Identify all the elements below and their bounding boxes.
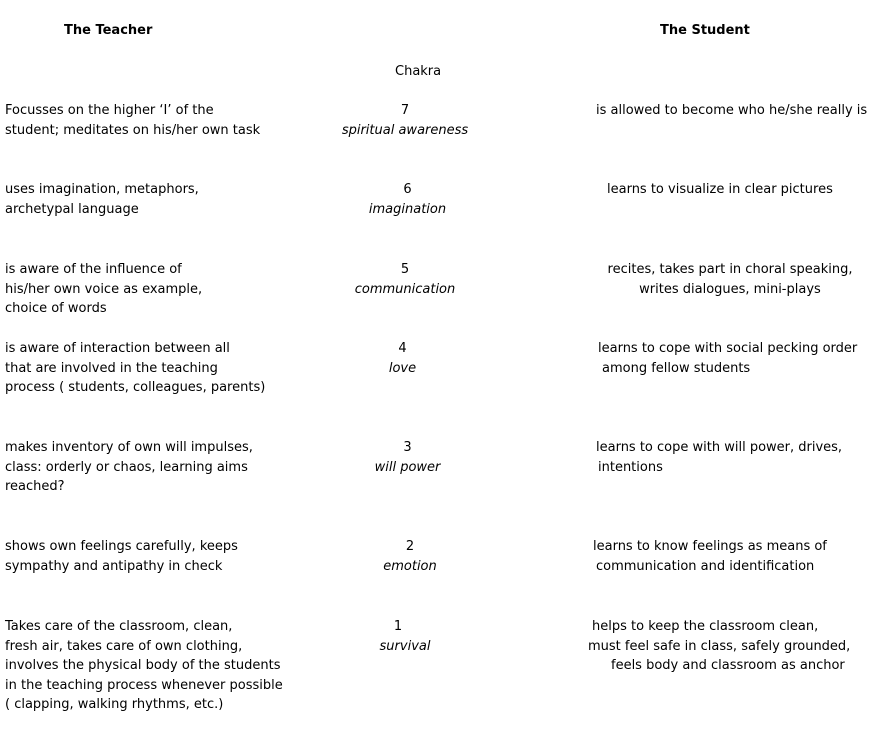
- chakra-number: 4: [398, 341, 407, 356]
- chakra-column-header: Chakra: [395, 64, 442, 79]
- student-text-1: helps to keep the classroom clean, must feel safe in class, safely grounded, feels body and classroom as anchor: [588, 619, 851, 673]
- student-column-header: The Student: [660, 23, 750, 38]
- chakra-name: love: [388, 360, 417, 376]
- teacher-text-5: is aware of the influence of his/her own voice as example, choice of words: [5, 262, 203, 316]
- chakra-7: [325, 101, 485, 140]
- teacher-text-2: shows own feelings carefully, keeps sympathy and antipathy in check: [5, 539, 238, 574]
- chakra-3: [325, 438, 490, 477]
- chakra-number: 5: [400, 262, 410, 277]
- student-text-5: recites, takes part in choral speaking, writes dialogues, mini-plays: [607, 262, 853, 297]
- teacher-text-7: Focusses on the higher ‘I’ of the student; meditates on his/her own task: [5, 103, 261, 138]
- teacher-column-header: The Teacher: [64, 23, 153, 38]
- teacher-text-6: uses imagination, metaphors, archetypal language: [5, 182, 199, 217]
- chakra-6: [325, 180, 490, 219]
- chakra-1: [325, 617, 485, 656]
- chakra-name: imagination: [368, 201, 447, 217]
- student-text-6: learns to visualize in clear pictures: [607, 182, 833, 197]
- teacher-text-3: makes inventory of own will impulses, class: orderly or chaos, learning aims reached?: [5, 440, 253, 494]
- chakra-name: spiritual awareness: [341, 122, 469, 138]
- chakra-4: [325, 339, 480, 378]
- chakra-number: 2: [405, 539, 415, 554]
- student-text-3: learns to cope with will power, drives, intentions: [596, 440, 843, 475]
- student-text-7: is allowed to become who he/she really is: [596, 103, 868, 118]
- teacher-text-4: is aware of interaction between all that are involved in the teaching process ( students, colleagues, parents): [5, 341, 266, 395]
- chakra-number: 3: [403, 440, 412, 455]
- chakra-name: survival: [379, 638, 431, 654]
- chakra-number: 7: [400, 103, 410, 118]
- chakra-name: emotion: [383, 558, 437, 574]
- chakra-name: communication: [354, 281, 456, 297]
- chakra-2: [325, 537, 495, 576]
- chakra-number: 6: [403, 182, 412, 197]
- chakra-5: [325, 260, 485, 299]
- student-text-4: learns to cope with social pecking order among fellow students: [598, 341, 858, 376]
- student-text-2: learns to know feelings as means of communication and identification: [593, 539, 827, 574]
- chakra-name: will power: [374, 459, 441, 475]
- teacher-text-1: Takes care of the classroom, clean, fresh air, takes care of own clothing, involves the physical body of the students in the teaching process whenever possible ( clapping, walking rhythms, etc.): [5, 619, 283, 712]
- chakra-number: 1: [393, 619, 403, 634]
